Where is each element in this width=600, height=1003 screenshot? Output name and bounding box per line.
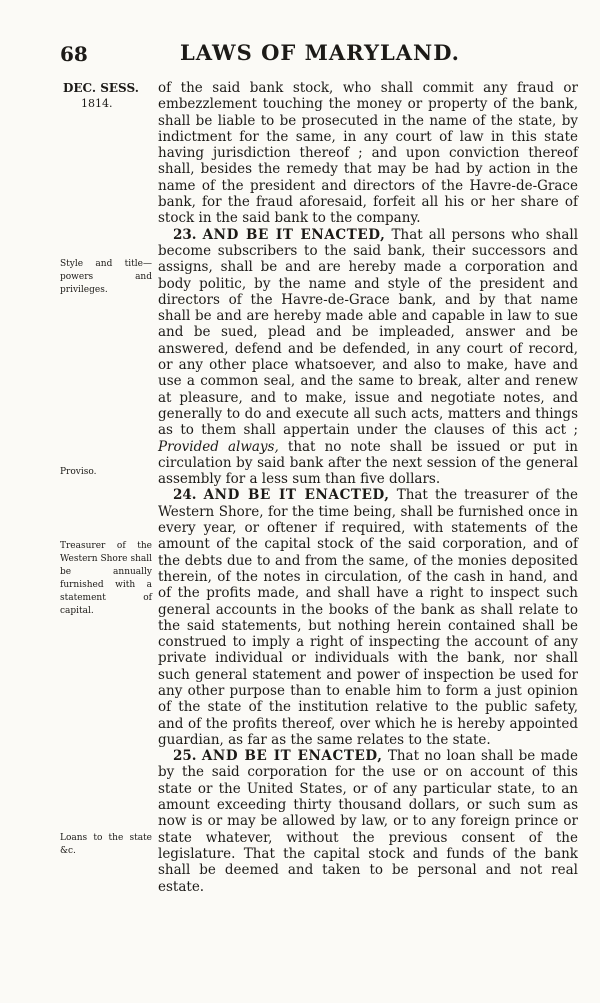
section-text: That no loan shall be made by the said corporation for the use or on account of this state or the United States, or of any particular state, to an amount exceeding thirty thousand dollars, or such sum as now is or may be allowed by law, or to any foreign prince or state whatever, without the previous consent of the legislature. That the capital stock and funds of the bank shall be deemed and taken to be personal and not real estate. [158, 748, 579, 895]
section-number: 25. [173, 748, 197, 765]
body-text [158, 80, 578, 895]
section-24 [158, 487, 578, 748]
enacting-clause: AND BE IT ENACTED, [201, 748, 383, 765]
continuation-paragraph: of the said bank stock, who shall commit any fraud or embezzlement touching the money or property of the bank, shall be liable to be prosecuted in the name of the state, by indictment for the same, in any court of law in this state having jurisdiction thereof ; and upon conviction thereof shall, besides the remedy that may be had by action in the name of the president and directors of the Havre-de-Grace bank, for the fraud aforesaid, forfeit all his or her share of stock in the said bank to the company. [158, 80, 578, 227]
page-header [60, 40, 580, 70]
page-number: 68 [60, 42, 88, 66]
section-number: 23. [173, 226, 197, 243]
section-text-continued: that no note shall be issued or put in circulation by said bank after the next session of the general assembly for a less sum than five dollars. [158, 438, 579, 488]
section-text: That all persons who shall become subscribers to the said bank, their successors and assigns, shall be and are hereby made a corporation and body politic, by the name and style of the president and directors of the Havre-de-Grace bank, and by that name shall be and are hereby made able and capable in law to sue and be sued, plead and be impleaded, answer and be answered, defend and be defended, in any court of record, or any other place whatsoever, and also to make, have and use a common seal, and the same to break, alter and renew at pleasure, and to make, issue and negotiate notes, and generally to do and execute all such acts, matters and things as to them shall appertain under the clauses of this act ; [158, 226, 579, 439]
margin-note-proviso: Proviso. [60, 467, 97, 477]
running-title: LAWS OF MARYLAND. [180, 40, 460, 65]
margin-note-treasurer: Treasurer of the Western Shore shall be annually furnished with a statement of capital. [60, 541, 152, 616]
proviso-phrase: Provided always, [158, 438, 279, 455]
session-label: DEC. SESS. [63, 81, 139, 95]
margin-note-style-title: Style and title—powers and privileges. [60, 259, 152, 295]
section-23 [158, 227, 578, 488]
section-25 [158, 748, 578, 895]
margin-note-loans: Loans to the state &c. [60, 833, 152, 856]
section-text: That the treasurer of the Western Shore, for the time being, shall be furnished once in every year, or oftener if required, with statements of the amount of the capital stock of the said corporation, and of the debts due to and from the same, of the monies deposited therein, of the notes in circulation, of the cash in hand, and of the profits made, and shall have a right to inspect such general accounts in the books of the bank as shall relate to the said statements, but nothing herein contained shall be construed to imply a right of inspecting the account of any private individual or individuals with the bank, nor shall such general statement and power of inspection be used for any other purpose than to enable him to form a just opinion of the state of the institution relative to the public safety, and of the profits thereof, over which he is hereby appointed guardian, as far as the same relates to the state. [158, 487, 578, 748]
enacting-clause: AND BE IT ENACTED, [203, 487, 390, 504]
enacting-clause: AND BE IT ENACTED, [202, 226, 386, 243]
margin-session-label [63, 80, 153, 112]
section-number: 24. [173, 487, 197, 504]
session-year: 1814. [81, 97, 113, 110]
